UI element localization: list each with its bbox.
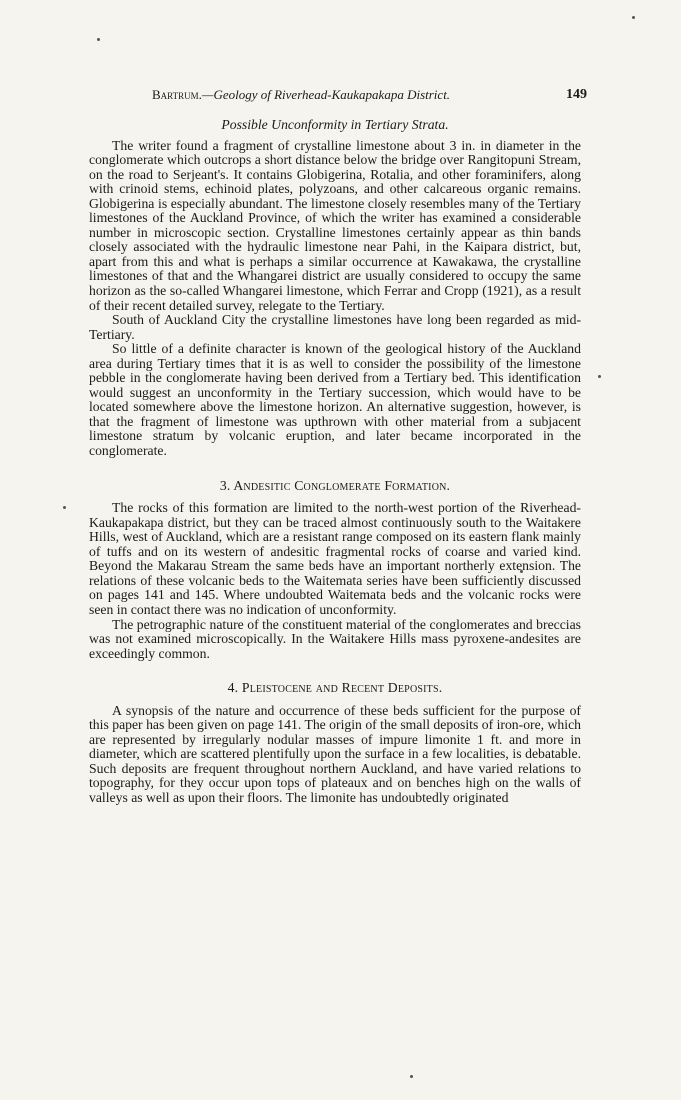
page-number: 149 (566, 87, 587, 102)
section-heading-pleistocene: 4. Pleistocene and Recent Deposits. (227, 680, 443, 696)
paragraph: A synopsis of the nature and occurrence of these beds sufficient for the purpose of this paper has been given on page 141. The origin of the small deposits of iron-ore, which are represented by irregularly nodular masses of impure limonite 1 ft. and more in diameter, which are scattered plentifully upon the surface in a few localities, is debatable. Such deposits are frequent throughout northern Auckland, and have varied relations to topography, for they occur upon tops of plateaux and on benches high on the walls of valleys as well as upon their floors. The limonite has undoubtedly originated (89, 702, 581, 805)
speck-mark (598, 375, 601, 378)
header-author: Bartrum. (152, 87, 202, 102)
speck-mark (410, 1075, 413, 1078)
header-title: —Geology of Riverhead-Kaukapakapa District. (201, 87, 451, 102)
paragraph: South of Auckland City the crystalline limestones have long been regarded as mid-Tertiary. (89, 312, 581, 342)
speck-mark (632, 16, 635, 19)
paragraph: The rocks of this formation are limited to the north-west portion of the Riverhead-Kaukapakapa district, but they can be traced almost continuously south to the Waitakere Hills, west of Auckland, which are a resistant range composed on its eastern flank mainly of tuffs and on its western of andesitic fragmental rocks of coarse and varied kind. Beyond the Makarau Stream the same beds have an important northerly extension. The relations of these volcanic beds to the Waitemata series have been sufficiently discussed on pages 141 and 145. Where undoubted Waitemata beds and the volcanic rocks were seen in contact there was no indication of unconformity. (89, 500, 581, 617)
paragraph: The writer found a fragment of crystalline limestone about 3 in. in diameter in the conglomerate which outcrops a short distance below the bridge over Rangitopuni Stream, on the road to Serjeant's. It contains Globigerina, Rotalia, and other foraminifers, along with crinoid stems, echinoid plates, polyzoans, and other calcareous organic remains. Globigerina is especially abundant. The limestone closely resembles many of the Tertiary limestones of the Auckland Province, of which the writer has examined a considerable number in microscopic section. Crystalline limestones certainly appear as thin bands closely associated with the hydraulic limestone near Pahi, in the Kaipara district, but, apart from this and what is perhaps a similar occurrence at Kawakawa, the crystalline limestones of that and the Whangarei district are usually considered to occupy the same horizon as the so-called Whangarei limestone, which Ferrar and Cropp (1921), as a result of their recent detailed survey, relegate to the Tertiary. (89, 137, 581, 313)
section-heading-andesitic: 3. Andesitic Conglomerate Formation. (219, 477, 451, 493)
section-heading-unconformity: Possible Unconformity in Tertiary Strata. (221, 117, 449, 132)
speck-mark (97, 38, 100, 41)
running-header (152, 87, 587, 103)
body-text (89, 118, 581, 806)
paragraph: The petrographic nature of the constituent material of the conglomerates and breccias was not examined microscopically. In the Waitakere Hills mass pyroxene-andesites are exceedingly common. (89, 616, 581, 661)
header-citation (152, 87, 450, 103)
paragraph: So little of a definite character is known of the geological history of the Auckland area during Tertiary times that it is as well to consider the possibility of the limestone pebble in the conglomerate having been derived from a Tertiary bed. This identification would suggest an unconformity in the Tertiary succession, which would have to be located somewhere above the limestone horizon. An alternative suggestion, however, is that the fragment of limestone was upthrown with other material from a subjacent limestone stratum by volcanic eruption, and later became incorporated in the conglomerate. (89, 341, 581, 459)
speck-mark (63, 506, 66, 509)
